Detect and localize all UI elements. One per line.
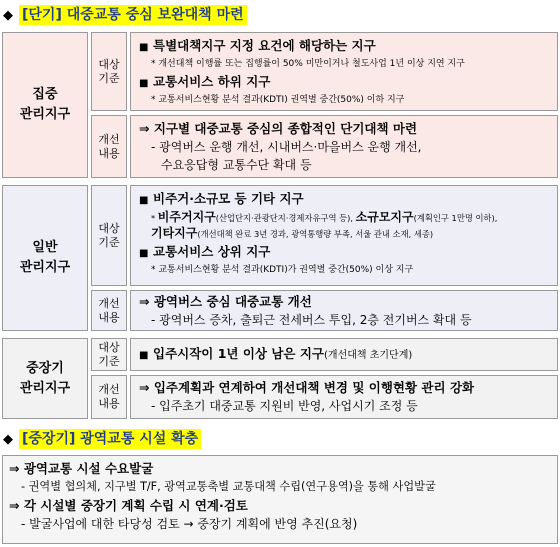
facility-heading: ⇒ 각 시설별 중장기 계획 수립 시 연계·검토: [9, 498, 248, 513]
diamond-bullet-icon: ◆: [3, 431, 13, 447]
square-bullet-icon: ■: [139, 78, 149, 89]
target-criteria-row: [91, 338, 558, 371]
criteria-bullet: ■ 입주시작이 1년 이상 남은 지구(개선대책 초기단계): [139, 344, 412, 365]
improvement-detail: 수요응답형 교통수단 확대 등: [161, 158, 312, 172]
row-content: [130, 375, 558, 419]
criteria-bullet: ■ 교통서비스 하위 지구: [139, 72, 549, 93]
target-criteria-row: [91, 185, 558, 286]
criteria-note: * 교통서비스현황 분석 결과(KDTI)가 권역별 중간(50%) 이상 지구: [151, 265, 414, 275]
square-bullet-icon: ■: [139, 248, 149, 259]
target-criteria-row: [91, 32, 558, 111]
section-title-short-term: [3, 4, 247, 26]
improvement-detail: - 광역버스 증차, 출퇴근 전세버스 투입, 2층 전기버스 확대 등: [151, 313, 472, 327]
improvement-row: [91, 375, 558, 419]
criteria-note: * 개선대책 이행률 또는 집행률이 50% 미만이거나 철도사업 1년 이상 지연 지구: [151, 59, 465, 69]
row-label: 대상 기준: [91, 185, 127, 286]
criteria-bullet: ■ 교통서비스 상위 지구: [139, 242, 555, 263]
improvement-detail: - 입주초기 대중교통 지원비 반영, 사업시기 조정 등: [151, 399, 418, 413]
improvement-heading: ⇒ 지구별 대중교통 중심의 종합적인 단기대책 마련: [139, 121, 418, 136]
row-label: 대상 기준: [91, 32, 127, 111]
square-bullet-icon: ■: [139, 350, 149, 361]
diamond-bullet-icon: ◆: [3, 7, 13, 23]
improvement-heading: ⇒ 광역버스 중심 대중교통 개선: [139, 294, 312, 309]
group-name: 일반 관리지구: [2, 185, 88, 331]
criteria-note: 기타지구(개선대책 완료 3년 경과, 광역통행량 부족, 서울 관내 소재, 세종): [151, 226, 434, 240]
row-content: [130, 290, 558, 331]
improvement-row: [91, 290, 558, 331]
facility-detail: - 권역별 협의체, 지구별 T/F, 광역교통축별 교통대책 수립(연구용역)을 통해 사업발굴: [21, 480, 436, 493]
row-content: [130, 115, 558, 178]
row-content: [130, 185, 558, 286]
group-name: 중장기 관리지구: [2, 338, 88, 419]
row-label: 개선 내용: [91, 375, 127, 419]
square-bullet-icon: ■: [139, 195, 149, 206]
row-content: [130, 32, 558, 111]
row-label: 개선 내용: [91, 115, 127, 178]
group-general: [2, 185, 558, 331]
criteria-note: * 교통서비스현황 분석 결과(KDTI) 권역별 중간(50%) 이하 지구: [151, 95, 405, 105]
section-heading: [단기] 대중교통 중심 보완대책 마련: [19, 5, 247, 25]
improvement-heading: ⇒ 입주계획과 연계하여 개선대책 변경 및 이행현황 관리 강화: [139, 380, 475, 395]
facility-detail: - 발굴사업에 대한 타당성 검토 → 중장기 계획에 반영 추진(요청): [21, 517, 358, 531]
facility-expansion-box: [2, 455, 558, 544]
section-heading: [중장기] 광역교통 시설 확충: [19, 429, 201, 449]
criteria-bullet: ■ 특별대책지구 지정 요건에 해당하는 지구: [139, 36, 549, 57]
improvement-row: [91, 115, 558, 178]
group-name: 집중 관리지구: [2, 32, 88, 178]
row-label: 대상 기준: [91, 338, 127, 371]
section-title-long-term: [3, 428, 201, 450]
criteria-note: * 비주거지구(산업단지·관광단지·경제자유구역 등), 소규모지구(계획인구 1만명 이하),: [151, 210, 498, 224]
square-bullet-icon: ■: [139, 42, 149, 53]
row-content: [130, 338, 558, 371]
facility-heading: ⇒ 광역교통 시설 수요발굴: [9, 461, 154, 476]
improvement-detail: - 광역버스 운행 개선, 시내버스·마을버스 운행 개선,: [151, 140, 422, 154]
criteria-bullet: ■ 비주거·소규모 등 기타 지구: [139, 189, 555, 210]
row-label: 개선 내용: [91, 290, 127, 331]
group-intensive: [2, 32, 558, 178]
group-long-term: [2, 338, 558, 419]
